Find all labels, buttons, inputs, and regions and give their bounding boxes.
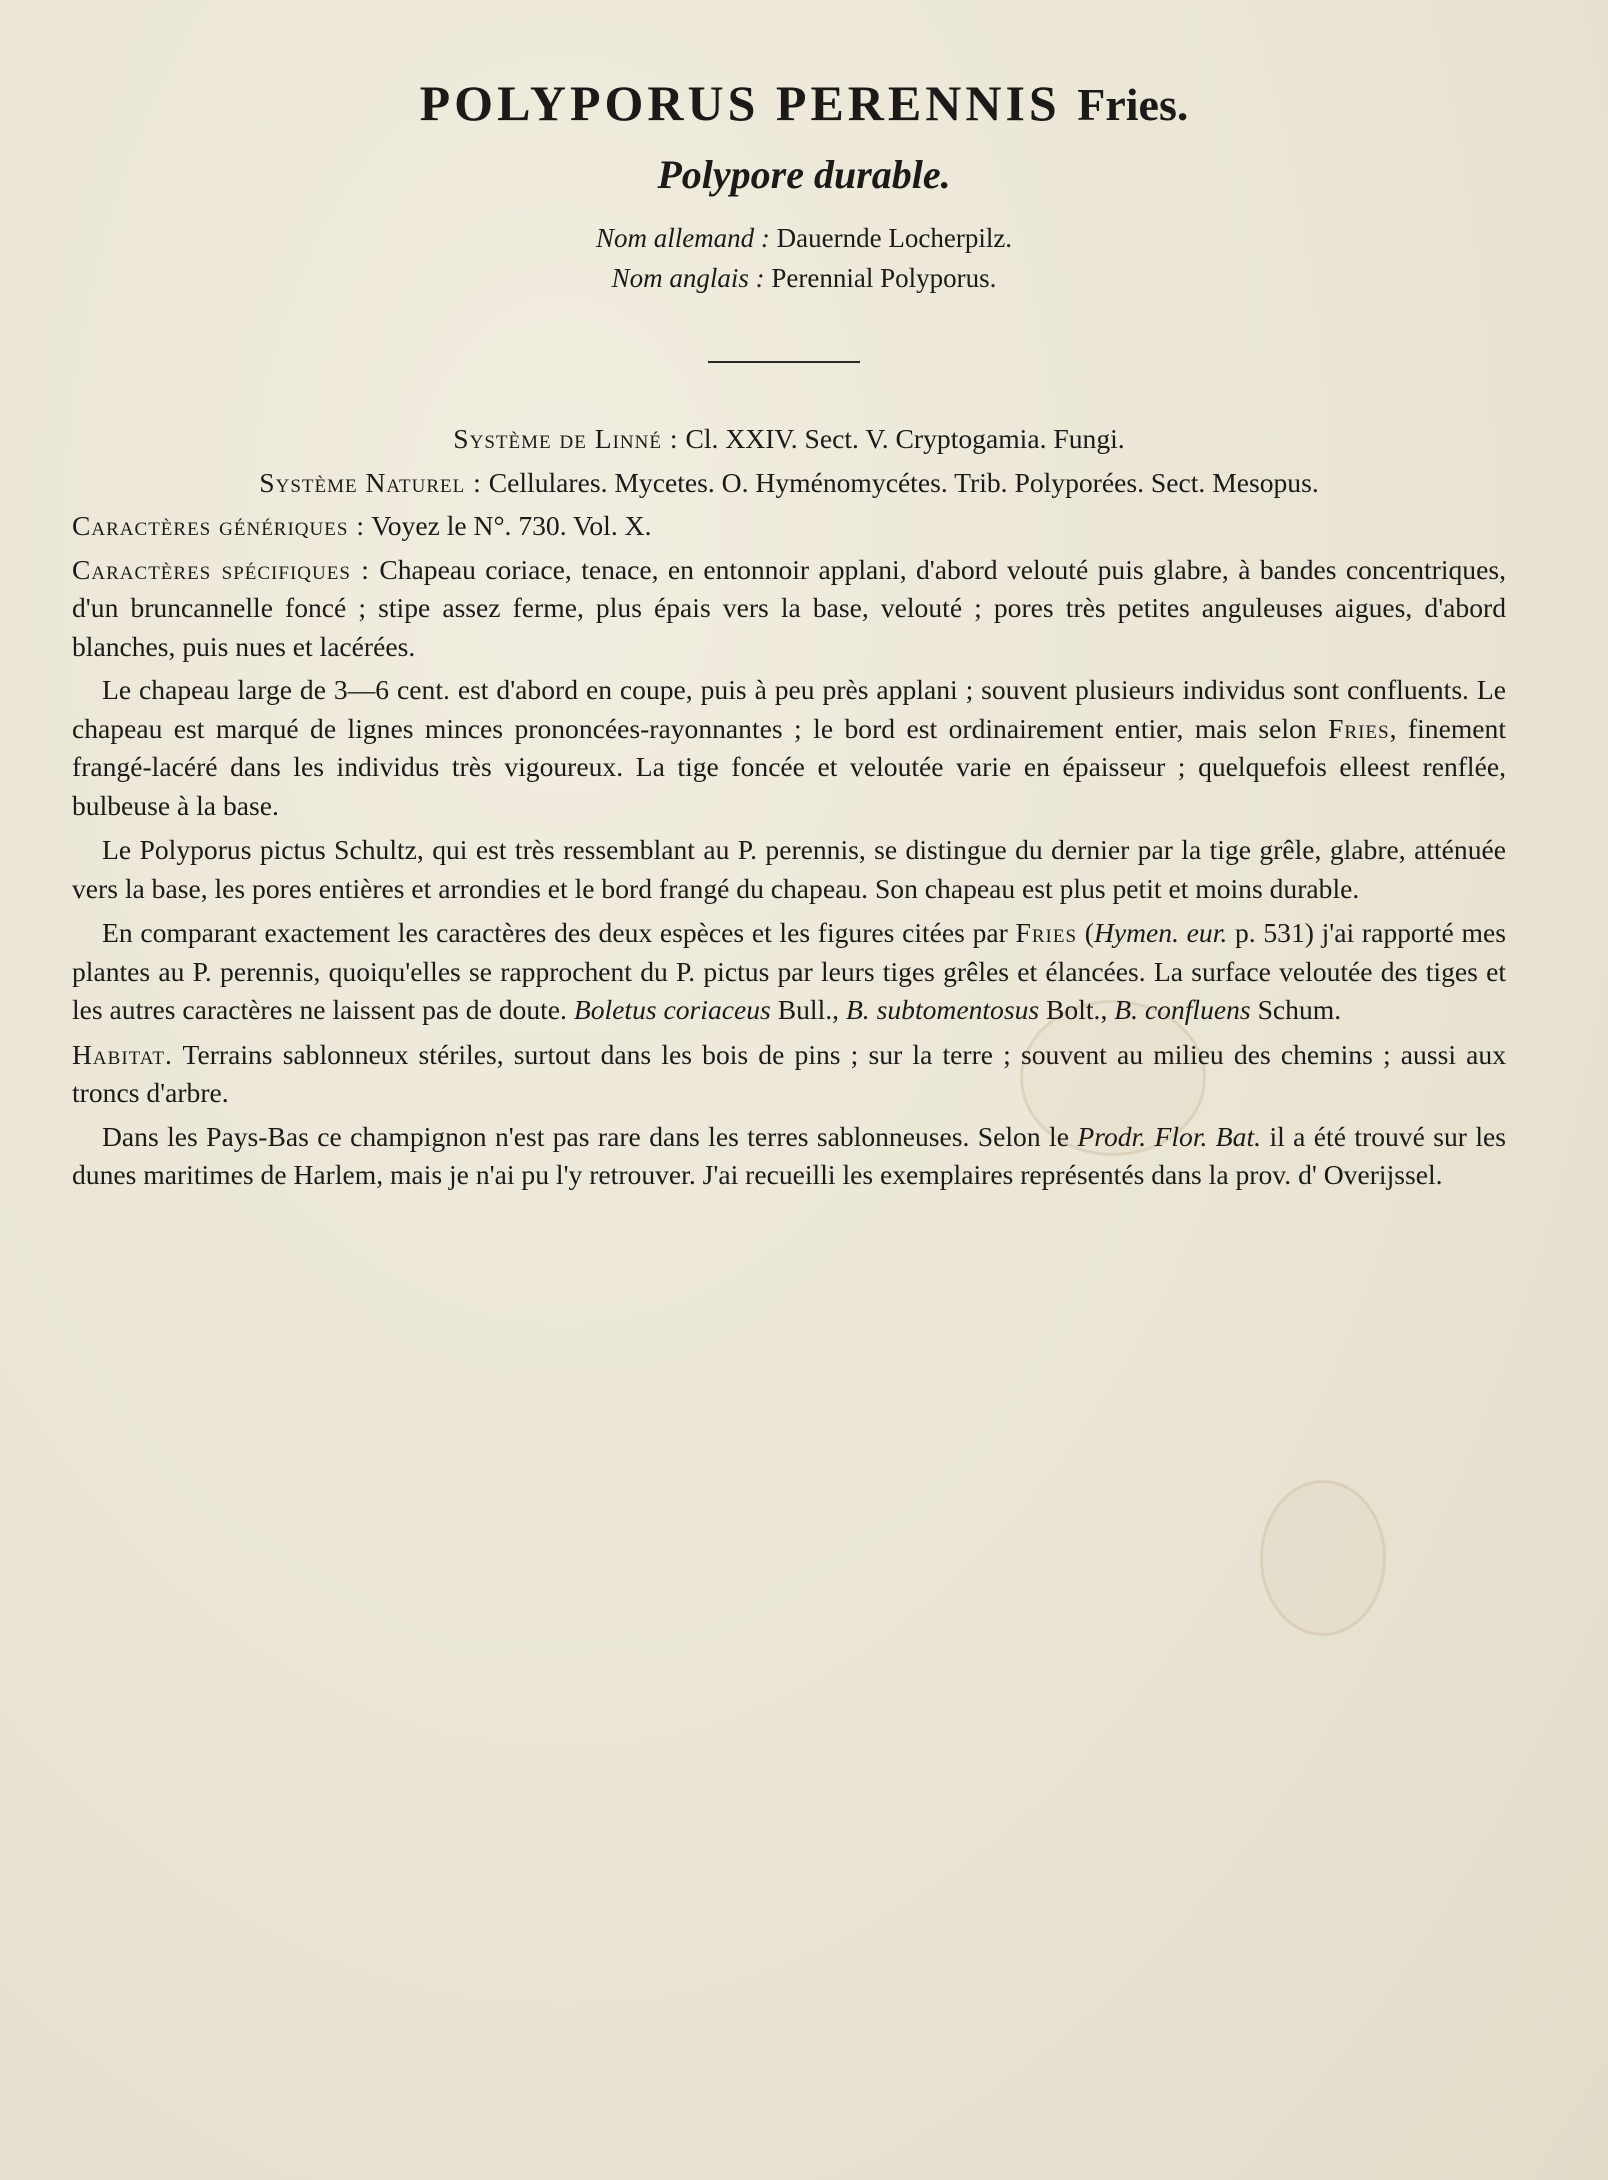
habitat-value: Terrains sablonneux stériles, surtout dans les bois de pins ; sur la terre ; souvent au milieu des chemins ; aussi aux troncs d'arbre. [72, 1038, 1506, 1108]
systeme-linne-label: Système de Linné : [453, 423, 679, 454]
paragraph-pictus: Le Polyporus pictus Schultz, qui est très ressemblant au P. perennis, se distingue du dernier par la tige grêle, glabre, atténuée vers la base, les pores entières et arrondies et le bord frangé du chapeau. Son chapeau est plus petit et moins durable. [72, 834, 1506, 904]
document-body [72, 420, 1506, 1201]
habitat [72, 1036, 1506, 1113]
paragraph-chapeau-text: Le chapeau large de 3—6 cent. est d'abord en coupe, puis à peu près applani ; souvent plusieurs individus sont confluents. Le chapeau est marqué de lignes minces prononcées-rayonnantes ; le bord est ordinairement entier, mais selon [72, 674, 1506, 744]
paragraph-pays-bas [72, 1118, 1506, 1195]
reference-open: ( [1084, 917, 1094, 948]
caracteres-specifiques-label: Caractères spécifiques : [72, 553, 370, 585]
paragraph-pays-bas-end: il a été trouvé sur les dunes maritimes de Harlem, mais je n'ai pu l'y retrouver. J'ai recueilli les exemplaires représentés dans la prov. d' Overijssel. [72, 1120, 1507, 1190]
reference-page: p. 531) [1234, 917, 1314, 948]
reference-work: Hymen. eur. [1093, 917, 1228, 948]
systeme-linne-value: Cl. XXIV. Sect. V. Cryptogamia. Fungi. [685, 423, 1125, 454]
nom-anglais [0, 258, 1608, 298]
nom-anglais-label: Nom anglais : [611, 263, 765, 293]
caracteres-generiques-value: Voyez le N°. 730. Vol. X. [371, 510, 652, 541]
paragraph-comparaison-start: En comparant exactement les caractères des deux espèces et les figures citées par [102, 917, 1008, 948]
paper-stain [1260, 1480, 1386, 1636]
systeme-naturel-label: Système Naturel : [259, 466, 482, 498]
paragraph-chapeau-text-end: , finement frangé-lacéré dans les individus très vigoureux. La tige foncée et veloutée varie en épaisseur ; quelquefois elleest renflée, bulbeuse à la base. [72, 712, 1506, 821]
nom-allemand [0, 218, 1608, 258]
header [0, 70, 1608, 298]
title-genus-species: POLYPORUS PERENNIS [419, 75, 1061, 131]
page-subtitle: Polypore durable. [657, 152, 951, 197]
page-title [0, 70, 1608, 138]
title-author: Fries. [1077, 79, 1189, 130]
synonym-3-author: Schum. [1257, 994, 1342, 1025]
paragraph-comparaison [72, 914, 1506, 1030]
synonym-2-author: Bolt., [1046, 994, 1108, 1025]
caracteres-specifiques [72, 551, 1506, 667]
nom-allemand-label: Nom allemand : [595, 223, 770, 253]
divider [708, 361, 860, 363]
paragraph-comparaison-mid: j'ai rapporté mes plantes au P. perennis, quoiqu'elles se rapprochent du P. pictus par leurs tiges grêles et élancées. La surface veloutée des tiges et les autres caractères ne laissent pas de doute. [72, 917, 1506, 1025]
reference-prodr: Prodr. Flor. Bat. [1077, 1120, 1262, 1152]
nom-allemand-value: Dauernde Locherpilz. [776, 223, 1013, 253]
systeme-naturel [72, 464, 1506, 503]
author-fries: Fries [1328, 712, 1390, 744]
synonym-1-author: Bull., [777, 994, 840, 1025]
nom-anglais-value: Perennial Polyporus. [771, 263, 997, 293]
author-fries: Fries [1015, 917, 1078, 948]
habitat-label: Habitat. [72, 1038, 173, 1070]
paragraph-pays-bas-start: Dans les Pays-Bas ce champignon n'est pas rare dans les terres sablonneuses. Selon le [102, 1120, 1069, 1152]
caracteres-generiques-label: Caractères génériques : [72, 510, 365, 541]
caracteres-generiques [72, 507, 1506, 546]
paragraph-chapeau [72, 671, 1506, 825]
systeme-linne [72, 420, 1506, 459]
synonym-3: B. confluens [1114, 994, 1251, 1025]
caracteres-specifiques-value: Chapeau coriace, tenace, en entonnoir applani, d'abord velouté puis glabre, à bandes concentriques, d'un bruncannelle foncé ; stipe assez ferme, plus épais vers la base, velouté ; pores très petites anguleuses aigues, d'abord blanches, puis nues et lacérées. [72, 553, 1506, 662]
synonym-2: B. subtomentosus [845, 994, 1040, 1025]
synonym-1: Boletus coriaceus [573, 994, 771, 1025]
systeme-naturel-value: Cellulares. Mycetes. O. Hyménomycétes. Trib. Polyporées. Sect. Mesopus. [488, 466, 1319, 498]
